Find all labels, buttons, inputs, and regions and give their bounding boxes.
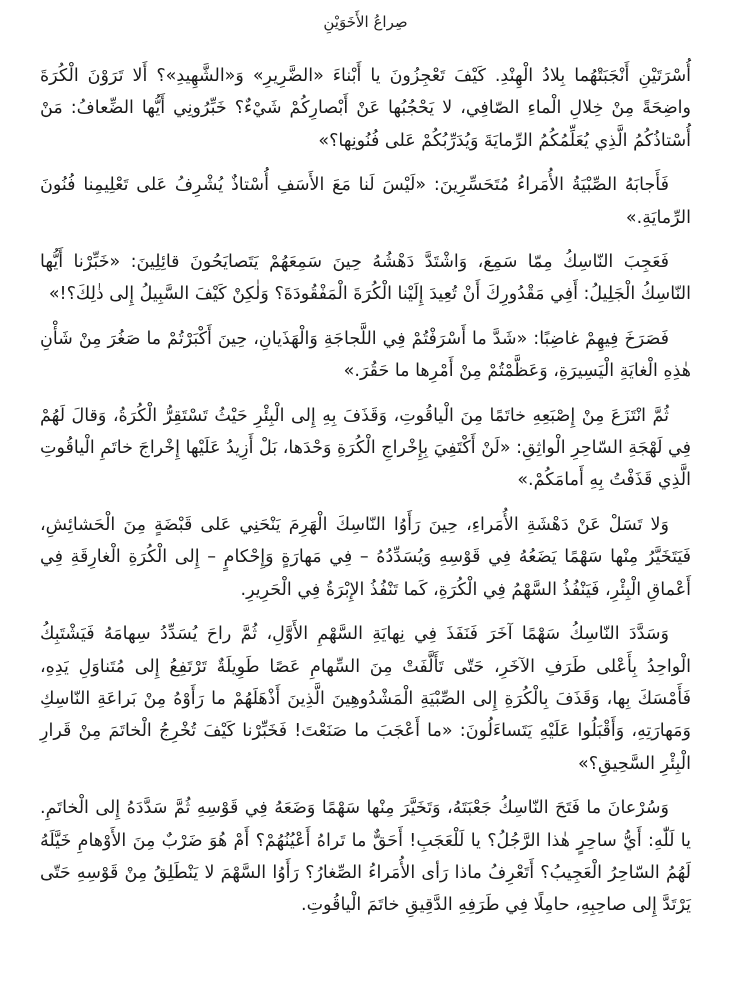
paragraph: فَعَجِبَ النّاسِكُ مِمّا سَمِعَ، وَاشْتَدَّ دَهْشُهُ حِينَ سَمِعَهُمْ يَتَصايَحُونَ قائِلِينَ: «خَبِّرْنا أَيُّها النّاسِكُ الْجَلِيلُ: أَفِي مَقْدُورِكَ أَنْ تُعِيدَ إِلَيْنا الْكُرَةَ الْمَفْقُودَةَ؟ وَلٰكِنْ كَيْفَ السَّبِيلُ إِلى ذٰلِكَ؟!» — [40, 252, 691, 305]
paragraph: وَسَدَّدَ النّاسِكُ سَهْمًا آخَرَ فَنَفَذَ فِي نِهايَةِ السَّهْمِ الأَوَّلِ، ثُمَّ راحَ يُسَدِّدُ سِهامَهُ فَيَشْتَبِكُ الْواحِدُ بِأَعْلى طَرَفِ الآخَرِ، حَتّى تَأَلَّفَتْ مِنَ السِّهامِ عَصًا طَوِيلَةٌ تَرْتَفِعُ إِلى مُتَناوَلِ يَدِهِ، فَأَمْسَكَ بِها، وَقَذَفَ بِالْكُرَةِ إِلى الصِّبْيَةِ الْمَشْدُوهِينَ الَّذِينَ أَذْهَلَهُمْ ما رَأَوْهُ مِنْ بَراعَةِ النّاسِكِ وَمَهارَتِهِ، وَأَقْبَلُوا عَلَيْهِ يَتَساءَلُونَ: «ما أَعْجَبَ ما صَنَعْتَ! فَخَبِّرْنا كَيْفَ تُخْرِجُ الْخاتَمَ مِنْ قَرارِ الْبِئْرِ السَّحِيقِ؟» — [40, 624, 691, 774]
paragraph: فَأَجابَهُ الصِّبْيَةُ الأُمَراءُ مُتَحَسِّرِينَ: «لَيْسَ لَنا مَعَ الأَسَفِ أُسْتاذٌ يُشْرِفُ عَلى تَعْلِيمِنا فُنُونَ الرِّمايَةِ.» — [40, 175, 691, 228]
page-title: صِراعُ الأَخَوَيْنِ — [323, 13, 408, 31]
body-text — [40, 60, 691, 922]
paragraph: أُسْرَتَيْنِ أَنْجَبَتْهُما بِلادُ الْهِنْدِ. كَيْفَ تَعْجِزُونَ يا أَبْناءَ «الضَّرِيرِ» وَ«الشَّهِيدِ»؟ أَلا تَرَوْنَ الْكُرَةَ واضِحَةً مِنْ خِلالِ الْماءِ الصّافِي، لا يَحْجُبُها عَنْ أَبْصارِكُمْ شَيْءٌ؟ خَبِّرُونِي أَيُّها الضِّعافُ: مَنْ أُسْتاذُكُمُ الَّذِي يُعَلِّمُكُمُ الرِّمايَةَ وَيُدَرِّبُكُمْ عَلى فُنُونِها؟» — [40, 66, 691, 151]
paragraph: فَصَرَخَ فِيهِمْ غاضِبًا: «شَدَّ ما أَسْرَفْتُمْ فِي اللَّجاجَةِ وَالْهَذَيانِ، حِينَ أَكْبَرْتُمْ ما صَغُرَ مِنْ شَأْنِ هٰذِهِ الْغايَةِ الْيَسِيرَةِ، وَعَظَّمْتُمْ مِنْ أَمْرِها ما حَقُرَ.» — [40, 328, 691, 382]
paragraph: ثُمَّ انْتَزَعَ مِنْ إِصْبَعِهِ خاتَمًا مِنَ الْياقُوتِ، وَقَذَفَ بِهِ إِلى الْبِئْرِ حَيْثُ تَسْتَقِرُّ الْكُرَةُ، وَقالَ لَهُمْ فِي لَهْجَةِ السّاحِرِ الْواثِقِ: «لَنْ أَكْتَفِيَ بِإِخْراجِ الْكُرَةِ وَحْدَها، بَلْ أَزِيدُ عَلَيْها إِخْراجَ خاتَمِ الْياقُوتِ الَّذِي قَذَفْتُ بِهِ أَمامَكُمْ.» — [40, 405, 691, 491]
paragraph: وَلا تَسَلْ عَنْ دَهْشَةِ الأُمَراءِ، حِينَ رَأَوُا النّاسِكَ الْهَرِمَ يَنْحَنِي عَلى قَبْضَةٍ مِنَ الْحَشائِشِ، فَيَتَخَيَّرُ مِنْها سَهْمًا يَضَعُهُ فِي قَوْسِهِ وَيُسَدِّدُهُ – فِي مَهارَةٍ وَإِحْكامٍ – إِلى الْكُرَةِ الْغارِقَةِ فِي أَعْماقِ الْبِئْرِ، فَيَنْفُذُ السَّهْمُ فِي الْكُرَةِ، كَما تَنْفُذُ الإِبْرَةُ فِي الْحَرِيرِ. — [40, 514, 691, 600]
paragraph: وَسُرْعانَ ما فَتَحَ النّاسِكُ جَعْبَتَهُ، وَتَخَيَّرَ مِنْها سَهْمًا وَضَعَهُ فِي قَوْسِهِ ثُمَّ سَدَّدَهُ إِلى الْخاتَمِ. يا لَلّٰهِ: أَيُّ ساحِرٍ هٰذا الرَّجُلُ؟ يا لَلْعَجَبِ! أَحَقٌّ ما تَراهُ أَعْيُنُهُمْ؟ أَمْ هُوَ ضَرْبٌ مِنَ الأَوْهامِ خَيَّلَهُ لَهُمُ السّاحِرُ الْعَجِيبُ؟ أَتَعْرِفُ ماذا رَأى الأُمَراءُ الصِّغارُ؟ رَأَوُا السَّهْمَ لا يَنْطَلِقُ مِنْ قَوْسِهِ حَتّى يَرْتَدَّ إِلى صاحِبِهِ، حامِلًا فِي طَرَفِهِ الدَّقِيقِ خاتَمَ الْياقُوتِ. — [40, 798, 691, 916]
